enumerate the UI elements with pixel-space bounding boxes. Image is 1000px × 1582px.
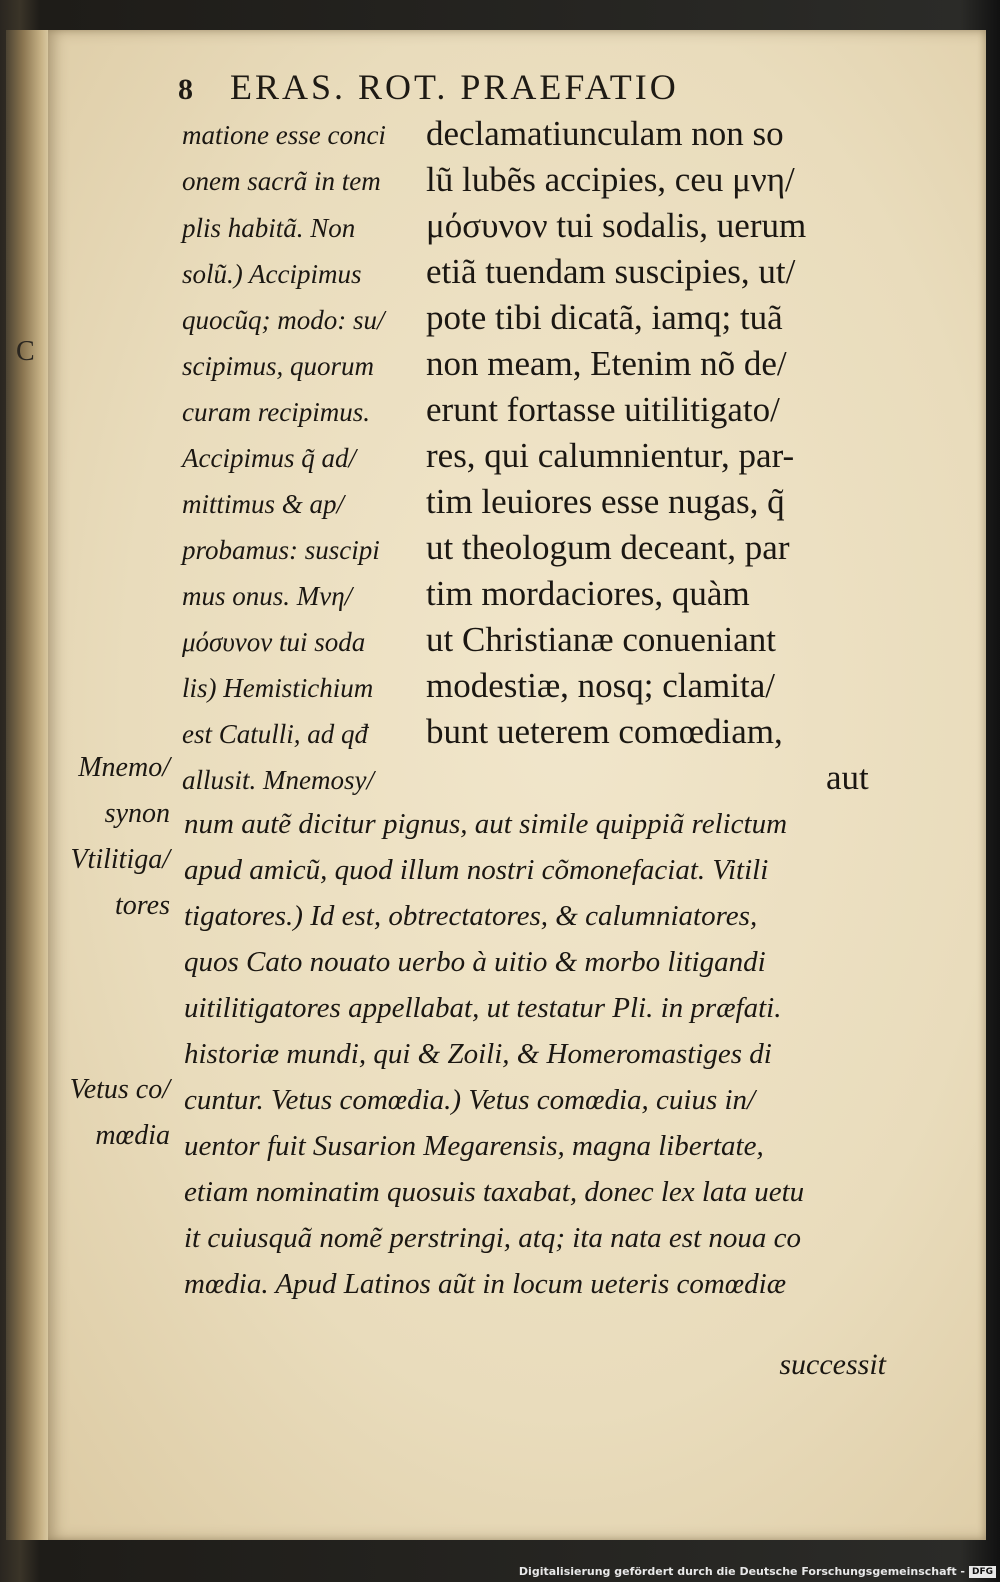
folio-number: 8 bbox=[178, 73, 196, 106]
catchword: successit bbox=[779, 1348, 886, 1381]
note-line: num autẽ dicitur pignus, aut simile quippiã relictum bbox=[184, 808, 788, 840]
gloss-line: curam recipimus. bbox=[182, 397, 370, 427]
note-line: it cuiusquã nomẽ perstringi, atq; ita nata est noua co bbox=[184, 1222, 802, 1254]
text-line: non meam, Etenim nõ de/ bbox=[426, 344, 787, 383]
margin-note: synon bbox=[104, 798, 170, 829]
gloss-line: est Catulli, ad qđ bbox=[182, 719, 369, 749]
gloss-line: matione esse conci bbox=[182, 120, 386, 150]
gloss-line: allusit. Mnemosy/ bbox=[182, 765, 374, 795]
note-line: uentor fuit Susarion Megarensis, magna libertate, bbox=[184, 1130, 764, 1162]
text-line: aut bbox=[826, 758, 869, 797]
text-line: ut Christianæ conueniant bbox=[426, 620, 776, 659]
book-page bbox=[48, 30, 986, 1540]
text-line: res, qui calumnientur, par- bbox=[426, 436, 795, 475]
text-line: pote tibi dicatã, iamq; tuã bbox=[426, 298, 783, 337]
note-line: uitilitigatores appellabat, ut testatur Pli. in præfati. bbox=[184, 992, 782, 1024]
gloss-line: quocũq; modo: su/ bbox=[182, 305, 385, 335]
gloss-line: mus onus. Μνη/ bbox=[182, 581, 353, 611]
credit-text: Digitalisierung gefördert durch die Deutsche Forschungsgemeinschaft - bbox=[518, 1565, 965, 1578]
gloss-line: plis habitã. Non bbox=[182, 213, 356, 243]
text-line: bunt ueterem comœdiam, bbox=[426, 712, 783, 751]
running-header bbox=[178, 66, 978, 108]
note-line: apud amicũ, quod illum nostri cõmonefaciat. Vitili bbox=[184, 854, 769, 886]
text-line: etiã tuendam suscipies, ut/ bbox=[426, 252, 796, 291]
note-line: historiæ mundi, qui & Zoili, & Homeromastiges di bbox=[184, 1038, 772, 1070]
margin-note: Mnemo/ bbox=[78, 752, 170, 783]
note-line: cuntur. Vetus comœdia.) Vetus comœdia, cuius in/ bbox=[184, 1084, 756, 1116]
margin-mark-c: C bbox=[16, 336, 35, 367]
note-line: tigatores.) Id est, obtrectatores, & calumniatores, bbox=[184, 900, 758, 932]
running-title: ERAS. ROT. PRAEFATIO bbox=[230, 67, 679, 107]
gloss-line: μόσυνον tui soda bbox=[182, 627, 366, 657]
text-line: modestiæ, nosq; clamita/ bbox=[426, 666, 775, 705]
text-line: μόσυνον tui sodalis, uerum bbox=[426, 206, 807, 245]
note-line: mœdia. Apud Latinos aũt in locum ueteris comœdiæ bbox=[184, 1268, 787, 1300]
text-line: declamatiunculam non so bbox=[426, 114, 784, 153]
book-spine-edge bbox=[6, 30, 48, 1540]
dfg-logo-icon: DFG bbox=[969, 1566, 996, 1578]
text-line: lũ lubẽs accipies, ceu μνη/ bbox=[426, 160, 795, 199]
text-line: erunt fortasse uitilitigato/ bbox=[426, 390, 780, 429]
digitization-credit bbox=[519, 1565, 996, 1578]
margin-note: mœdia bbox=[95, 1120, 170, 1151]
margin-note: Vtilitiga/ bbox=[70, 844, 170, 875]
gloss-line: lis) Hemistichium bbox=[182, 673, 374, 703]
gloss-line: solũ.) Accipimus bbox=[182, 259, 362, 289]
note-line: etiam nominatim quosuis taxabat, donec lex lata uetu bbox=[184, 1176, 805, 1208]
gloss-line: scipimus, quorum bbox=[182, 351, 375, 381]
text-line: tim mordaciores, quàm bbox=[426, 574, 750, 613]
note-line: quos Cato nouato uerbo à uitio & morbo litigandi bbox=[184, 946, 766, 978]
text-line: tim leuiores esse nugas, q̃ bbox=[426, 482, 785, 521]
text-line: ut theologum deceant, par bbox=[426, 528, 790, 567]
gloss-line: Accipimus q̃ ad/ bbox=[182, 443, 356, 473]
margin-note: tores bbox=[115, 890, 170, 921]
margin-note: Vetus co/ bbox=[69, 1074, 170, 1105]
gloss-line: probamus: suscipi bbox=[182, 535, 380, 565]
gloss-line: onem sacrã in tem bbox=[182, 166, 381, 196]
gloss-line: mittimus & ap/ bbox=[182, 489, 345, 519]
